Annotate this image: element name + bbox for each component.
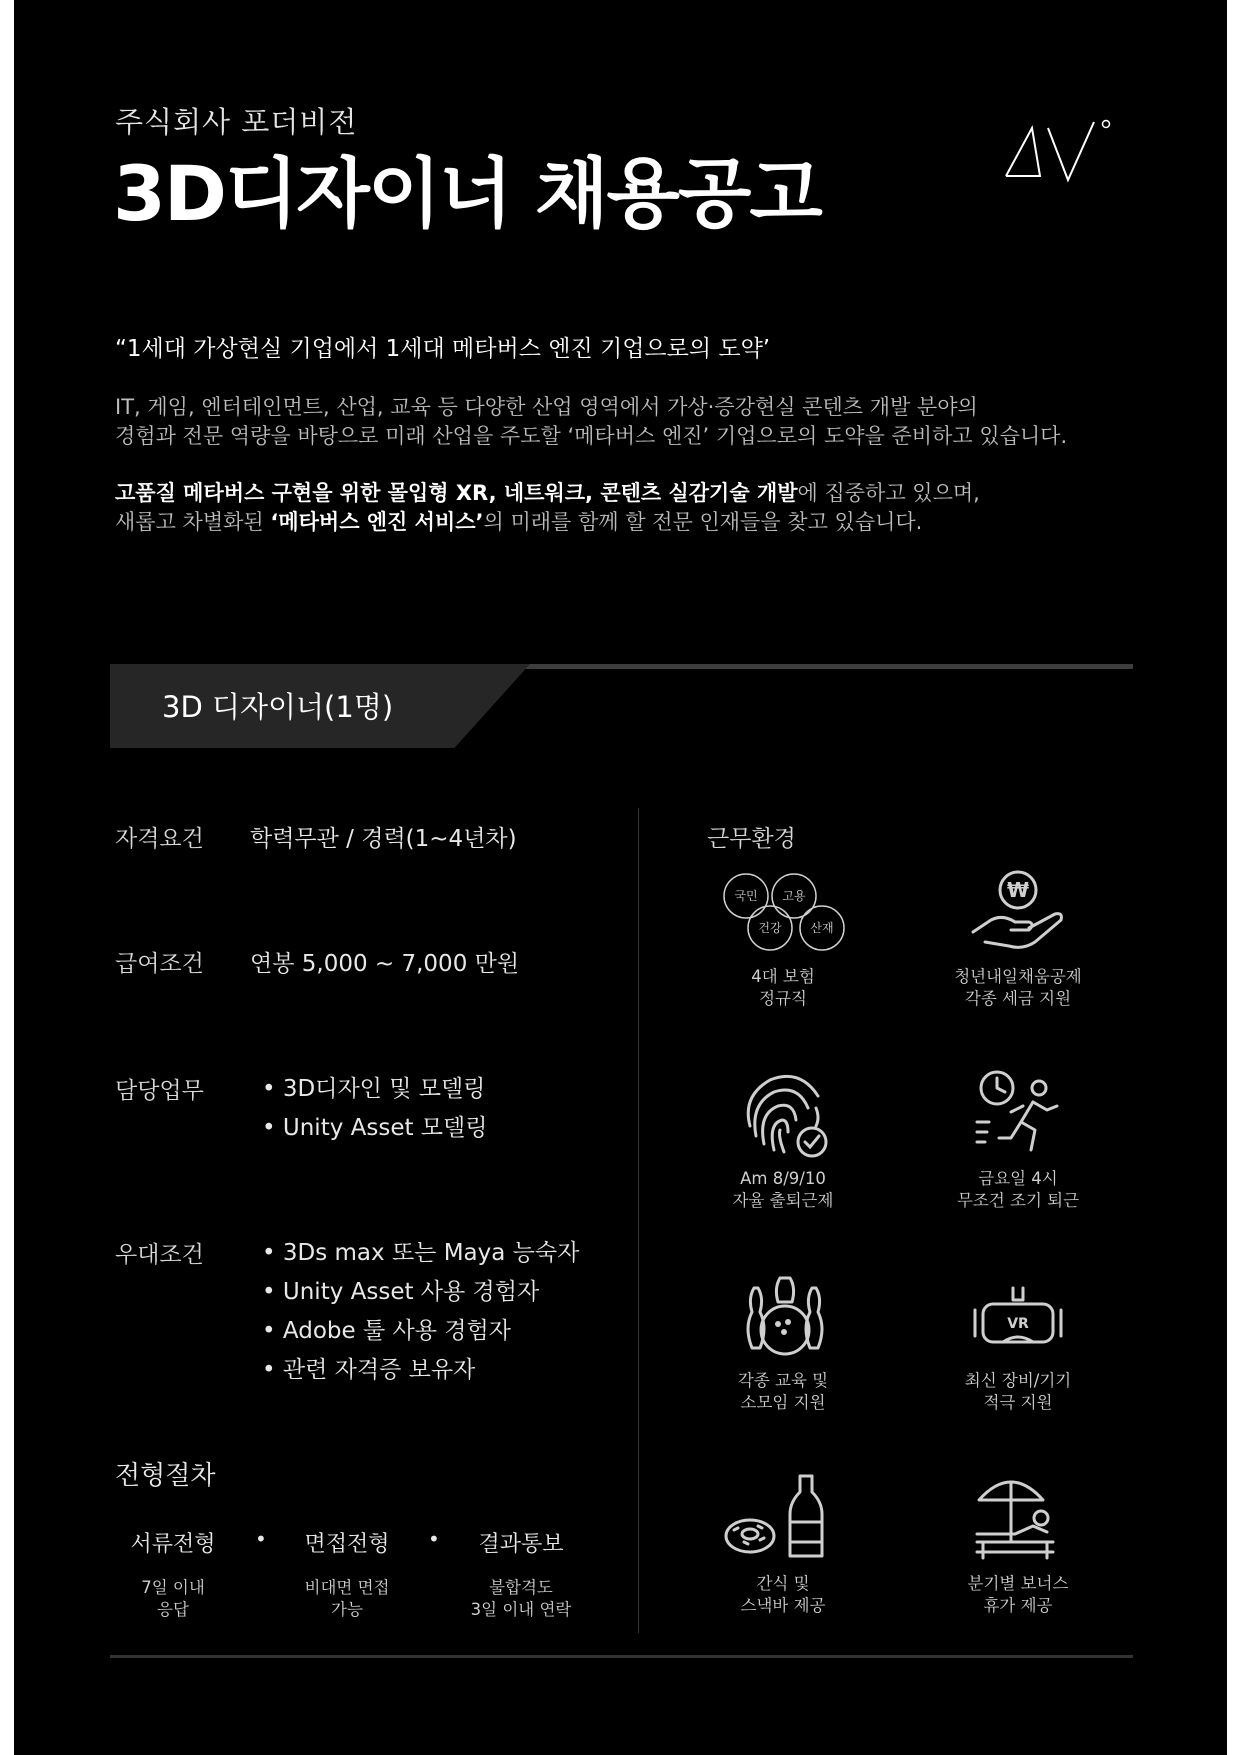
caption-line: 간식 및 bbox=[756, 1574, 810, 1593]
step-desc-line: 7일 이내 bbox=[141, 1578, 205, 1597]
preferred-list bbox=[262, 1234, 579, 1390]
running-clock-icon bbox=[963, 1066, 1073, 1161]
process-step-2-desc bbox=[262, 1577, 432, 1621]
vr-headset-icon bbox=[963, 1278, 1073, 1373]
duties-label: 담당업무 bbox=[115, 1078, 204, 1104]
intro-line-4 bbox=[115, 507, 922, 537]
intro-line-1: IT, 게임, 엔터테인먼트, 산업, 교육 등 다양한 산업 영역에서 가상·증강현실 콘텐츠 개발 분야의 bbox=[115, 395, 978, 419]
bubble-label: 건강 bbox=[758, 921, 782, 935]
step-separator: • bbox=[255, 1527, 267, 1551]
company-logo-icon bbox=[1004, 110, 1114, 200]
column-divider bbox=[638, 808, 639, 1633]
benefit-caption bbox=[683, 1573, 883, 1617]
benefit-caption bbox=[918, 1573, 1118, 1617]
list-item: • 관련 자격증 보유자 bbox=[262, 1351, 579, 1390]
step-separator: • bbox=[428, 1527, 440, 1551]
list-item: • 3Ds max 또는 Maya 능숙자 bbox=[262, 1234, 579, 1273]
bubble-label: 산재 bbox=[810, 921, 834, 935]
environment-title: 근무환경 bbox=[707, 826, 796, 852]
list-item: • Adobe 툴 사용 경험자 bbox=[262, 1312, 579, 1351]
process-step-1: 서류전형 bbox=[130, 1532, 216, 1557]
benefit-caption bbox=[683, 1168, 883, 1212]
salary-value: 연봉 5,000 ~ 7,000 만원 bbox=[250, 951, 520, 977]
position-title: 3D 디자이너(1명) bbox=[162, 690, 394, 724]
vr-label: VR bbox=[1007, 1316, 1029, 1332]
insurance-icon bbox=[718, 870, 848, 955]
qualification-label: 자격요건 bbox=[115, 826, 204, 852]
fingerprint-icon bbox=[730, 1066, 840, 1161]
caption-line: 최신 장비/기기 bbox=[964, 1371, 1072, 1390]
company-name: 주식회사 포더비전 bbox=[115, 105, 358, 139]
step-desc-line: 3일 이내 연락 bbox=[470, 1600, 572, 1619]
slogan: “1세대 가상현실 기업에서 1세대 메타버스 엔진 기업으로의 도약’ bbox=[115, 336, 771, 362]
benefit-caption bbox=[683, 966, 883, 1010]
won-symbol: ₩ bbox=[1006, 878, 1030, 902]
caption-line: 금요일 4시 bbox=[978, 1169, 1058, 1188]
qualification-value: 학력무관 / 경력(1~4년차) bbox=[250, 826, 517, 852]
list-item: • 3D디자인 및 모델링 bbox=[262, 1070, 487, 1109]
intro-text: 의 미래를 함께 할 전문 인재들을 찾고 있습니다. bbox=[483, 510, 923, 534]
caption-line: 분기별 보너스 bbox=[967, 1574, 1069, 1593]
won-hand-icon bbox=[963, 862, 1073, 957]
list-item: • Unity Asset 사용 경험자 bbox=[262, 1273, 579, 1312]
caption-line: 각종 세금 지원 bbox=[964, 989, 1072, 1008]
bubble-label: 고용 bbox=[782, 889, 806, 903]
process-step-3: 결과통보 bbox=[478, 1532, 564, 1557]
step-desc-line: 응답 bbox=[157, 1600, 189, 1619]
caption-line: 스낵바 제공 bbox=[740, 1596, 826, 1615]
process-step-2: 면접전형 bbox=[304, 1532, 390, 1557]
step-desc-line: 비대면 면접 bbox=[304, 1578, 390, 1597]
bowling-icon bbox=[730, 1268, 840, 1363]
step-desc-line: 불합격도 bbox=[489, 1578, 553, 1597]
caption-line: 정규직 bbox=[759, 989, 807, 1008]
benefit-caption bbox=[918, 1370, 1118, 1414]
page-title: 3D디자이너 채용공고 bbox=[113, 149, 821, 238]
intro-highlight: 고품질 메타버스 구현을 위한 몰입형 XR, 네트워크, 콘텐츠 실감기술 개발 bbox=[115, 481, 798, 505]
process-title: 전형절차 bbox=[115, 1461, 216, 1491]
caption-line: 4대 보험 bbox=[751, 967, 815, 986]
preferred-label: 우대조건 bbox=[115, 1242, 204, 1268]
benefit-caption bbox=[918, 966, 1118, 1010]
salary-label: 급여조건 bbox=[115, 951, 204, 977]
caption-line: 적극 지원 bbox=[983, 1393, 1053, 1412]
caption-line: 자율 출퇴근제 bbox=[732, 1191, 834, 1210]
bubble-label: 국민 bbox=[734, 889, 758, 903]
caption-line: Am 8/9/10 bbox=[740, 1169, 826, 1188]
step-desc-line: 가능 bbox=[331, 1600, 363, 1619]
process-step-3-desc bbox=[436, 1577, 606, 1621]
caption-line: 소모임 지원 bbox=[740, 1393, 826, 1412]
caption-line: 청년내일채움공제 bbox=[954, 967, 1082, 986]
intro-text: 에 집중하고 있으며, bbox=[797, 481, 980, 505]
beach-chair-icon bbox=[963, 1470, 1073, 1565]
benefit-caption bbox=[918, 1168, 1118, 1212]
caption-line: 휴가 제공 bbox=[983, 1596, 1053, 1615]
process-step-1-desc bbox=[88, 1577, 258, 1621]
bottom-rule bbox=[110, 1655, 1133, 1658]
caption-line: 무조건 조기 퇴근 bbox=[956, 1191, 1080, 1210]
snack-bottle-icon bbox=[720, 1470, 840, 1565]
intro-line-2: 경험과 전문 역량을 바탕으로 미래 산업을 주도할 ‘메타버스 엔진’ 기업으로의 도약을 준비하고 있습니다. bbox=[115, 424, 1068, 448]
caption-line: 각종 교육 및 bbox=[737, 1371, 829, 1390]
intro-text: 새롭고 차별화된 bbox=[115, 510, 271, 534]
benefit-caption bbox=[683, 1370, 883, 1414]
intro-highlight: ‘메타버스 엔진 서비스’ bbox=[270, 510, 484, 534]
intro-line-3 bbox=[115, 478, 980, 508]
duties-list bbox=[262, 1070, 487, 1148]
list-item: • Unity Asset 모델링 bbox=[262, 1109, 487, 1148]
